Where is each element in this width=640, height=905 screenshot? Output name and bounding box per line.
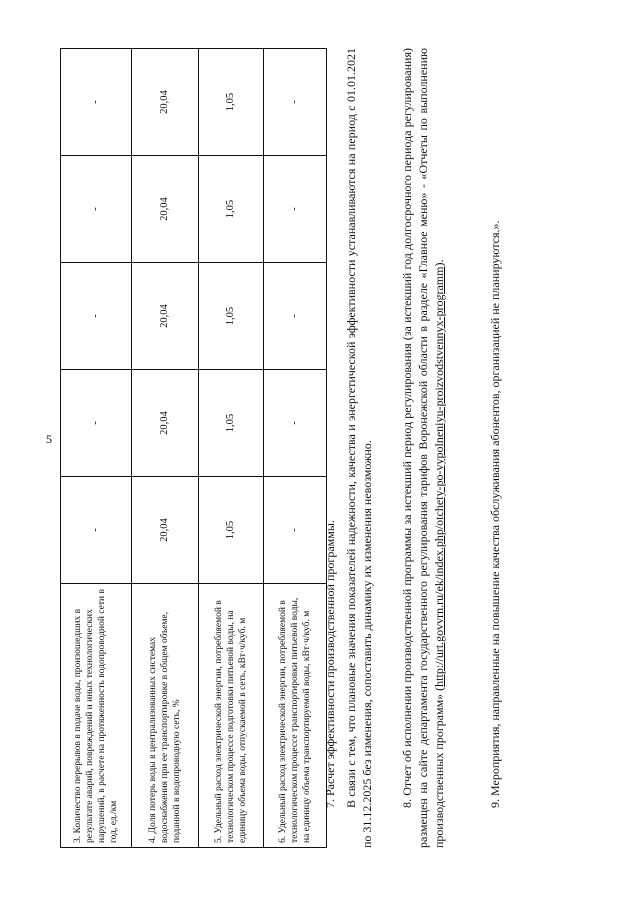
indicators-table bbox=[60, 48, 327, 848]
indicator-value: - bbox=[61, 370, 132, 477]
indicator-value: - bbox=[61, 477, 132, 584]
indicator-value: 1,05 bbox=[199, 477, 264, 584]
section-7-paragraph: В связи с тем, что плановые значения показателей надежности, качества и энергетической эффективности устанавливаются на период с 01.01.2021 по 31.12.2025 без изменения, сопоставить динамику их изменения невозможно. bbox=[344, 48, 374, 848]
section-7-title: 7. Расчет эффективности производственной программы. bbox=[323, 520, 337, 808]
indicator-description: 5. Удельный расход электрической энергии, потребляемой в технологическом процессе подготовки питьевой воды, на единицу объема воды, отпускаемой в сеть, кВт·ч/куб. м bbox=[199, 584, 264, 848]
indicator-value: - bbox=[264, 156, 327, 263]
section-8-paragraph bbox=[399, 48, 447, 848]
table-row bbox=[132, 49, 199, 848]
page-number: 5 bbox=[46, 432, 52, 446]
indicator-value: - bbox=[61, 263, 132, 370]
indicator-value: 20,04 bbox=[132, 156, 199, 263]
indicator-value: 1,05 bbox=[199, 370, 264, 477]
indicator-description: 3. Количество перерывов в подаче воды, произошедших в результате аварий, повреждений и иных технологических нарушений, в расчете на протяженность водопроводной сети в год, ед./км bbox=[61, 584, 132, 848]
indicator-value: 20,04 bbox=[132, 49, 199, 156]
indicator-value: - bbox=[61, 49, 132, 156]
indicator-value: 1,05 bbox=[199, 49, 264, 156]
indicator-value: 20,04 bbox=[132, 263, 199, 370]
indicator-value: - bbox=[264, 370, 327, 477]
indicator-value: 20,04 bbox=[132, 370, 199, 477]
section-9-paragraph: 9. Мероприятия, направленные на повышение качества обслуживания абонентов, организацией не планируются.». bbox=[488, 220, 502, 808]
table-row bbox=[199, 49, 264, 848]
table-row bbox=[264, 49, 327, 848]
indicator-value: - bbox=[264, 477, 327, 584]
table-row bbox=[61, 49, 132, 848]
indicator-value: - bbox=[264, 263, 327, 370]
section-8-text-end: ). bbox=[432, 259, 446, 267]
rotated-page-content bbox=[60, 48, 580, 848]
section-8-text: 8. Отчет об исполнении производственной программы за истекший период регулирования (за истекший год долгосрочного периода регулирования) размещен на сайте департамента государственного регулирования тарифов Воронежской области в разделе «Главное меню» - «Отчеты по выполнению производственных программ» ( bbox=[400, 48, 446, 848]
indicator-value: - bbox=[61, 156, 132, 263]
indicator-value: - bbox=[264, 49, 327, 156]
indicator-description: 6. Удельный расход электрической энергии, потребляемой в технологическом процессе транспортировки питьевой воды, на единицу объема транспортируемой воды, кВт·ч/куб. м bbox=[264, 584, 327, 848]
indicator-value: 20,04 bbox=[132, 477, 199, 584]
indicator-description: 4. Доля потерь воды в централизованных системах водоснабжения при ее транспортировке в общем объеме, поданной в водопроводную сеть, % bbox=[132, 584, 199, 848]
report-link[interactable]: http://urt.govvrn.ru/ek/index.php/otchety-po-vypolneniyu-proizvodstvennyx-programm bbox=[432, 266, 446, 687]
indicator-value: 1,05 bbox=[199, 263, 264, 370]
indicator-value: 1,05 bbox=[199, 156, 264, 263]
